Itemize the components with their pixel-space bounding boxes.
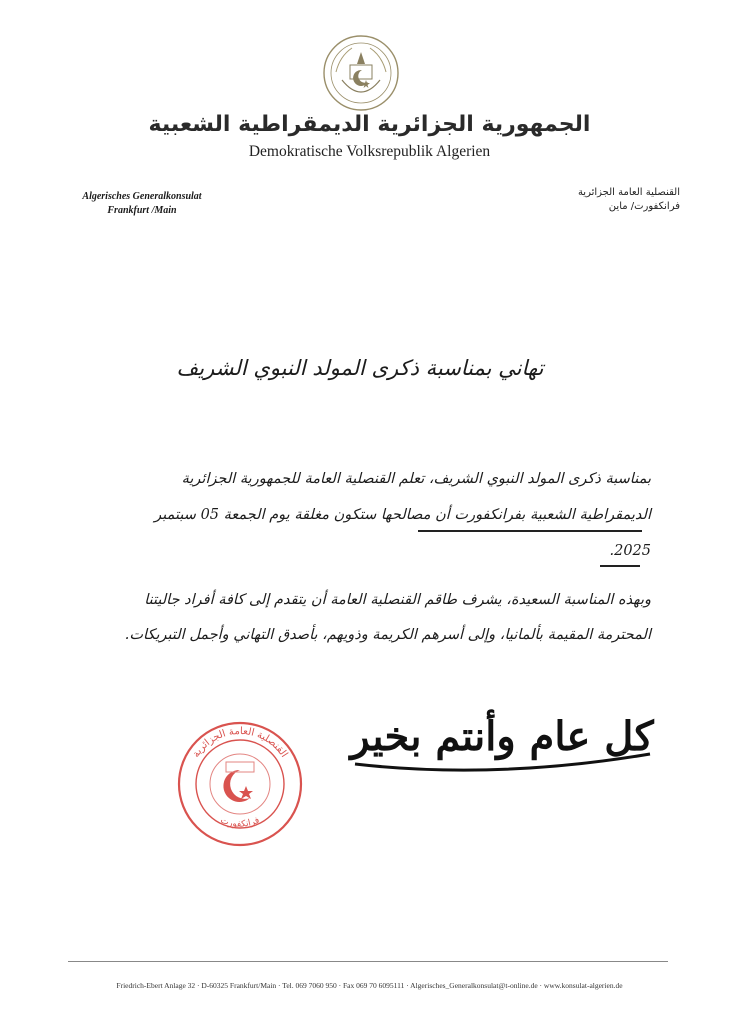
consulate-name-arabic: القنصلية العامة الجزائرية	[577, 187, 680, 198]
sender-block-arabic	[470, 186, 680, 214]
closure-underline	[418, 530, 642, 532]
stamp-text-city: فرانكفورت	[218, 815, 262, 830]
sender-block-german	[62, 190, 222, 218]
stamp-text-outer: القنصلية العامة الجزائرية	[190, 725, 290, 760]
consulate-city-arabic: فرانكفورت/ ماين	[608, 201, 680, 212]
year-underline	[600, 565, 640, 567]
paragraph-1-line-1: بمناسبة ذكرى المولد النبوي الشريف، تعلم القنصلية العامة للجمهورية الجزائرية	[181, 471, 651, 487]
calligraphy-greeting	[345, 684, 660, 784]
consulate-name-german: Algerisches Generalkonsulat	[82, 191, 202, 202]
paragraph-1-line-3: 2025.	[609, 543, 651, 559]
letter-heading: تهاني بمناسبة ذكرى المولد النبوي الشريف	[176, 356, 544, 380]
page-title-german: Demokratische Volksrepublik Algerien	[248, 143, 491, 160]
footer-divider	[68, 961, 668, 962]
paragraph-1-line-2: الديمقراطية الشعبية بفرانكفورت أن مصالحها ستكون مغلقة يوم الجمعة 05 سبتمبر	[154, 507, 651, 523]
greeting-text: كل عام وأنتم بخير	[350, 713, 654, 760]
paragraph-2-line-1: وبهذه المناسبة السعيدة، يشرف طاقم القنصلية العامة أن يتقدم إلى كافة أفراد جاليتنا	[144, 592, 651, 608]
page-title-arabic: الجمهورية الجزائرية الديمقراطية الشعبية	[148, 112, 591, 137]
algeria-emblem-icon	[322, 34, 400, 112]
consulate-city-german: Frankfurt /Main	[107, 205, 177, 216]
consulate-stamp-icon	[176, 720, 304, 848]
paragraph-2-line-2: المحترمة المقيمة بألمانيا، وإلى أسرهم الكريمة وذويهم، بأصدق التهاني وأجمل التبريكات.	[124, 627, 651, 643]
footer-address: Friedrich-Ebert Anlage 32 · D-60325 Frankfurt/Main · Tel. 069 7060 950 · Fax 069 70 6095111 · Algerisches_Generalkonsulat@t-online.de · www.konsulat-algerien.de	[116, 981, 623, 990]
